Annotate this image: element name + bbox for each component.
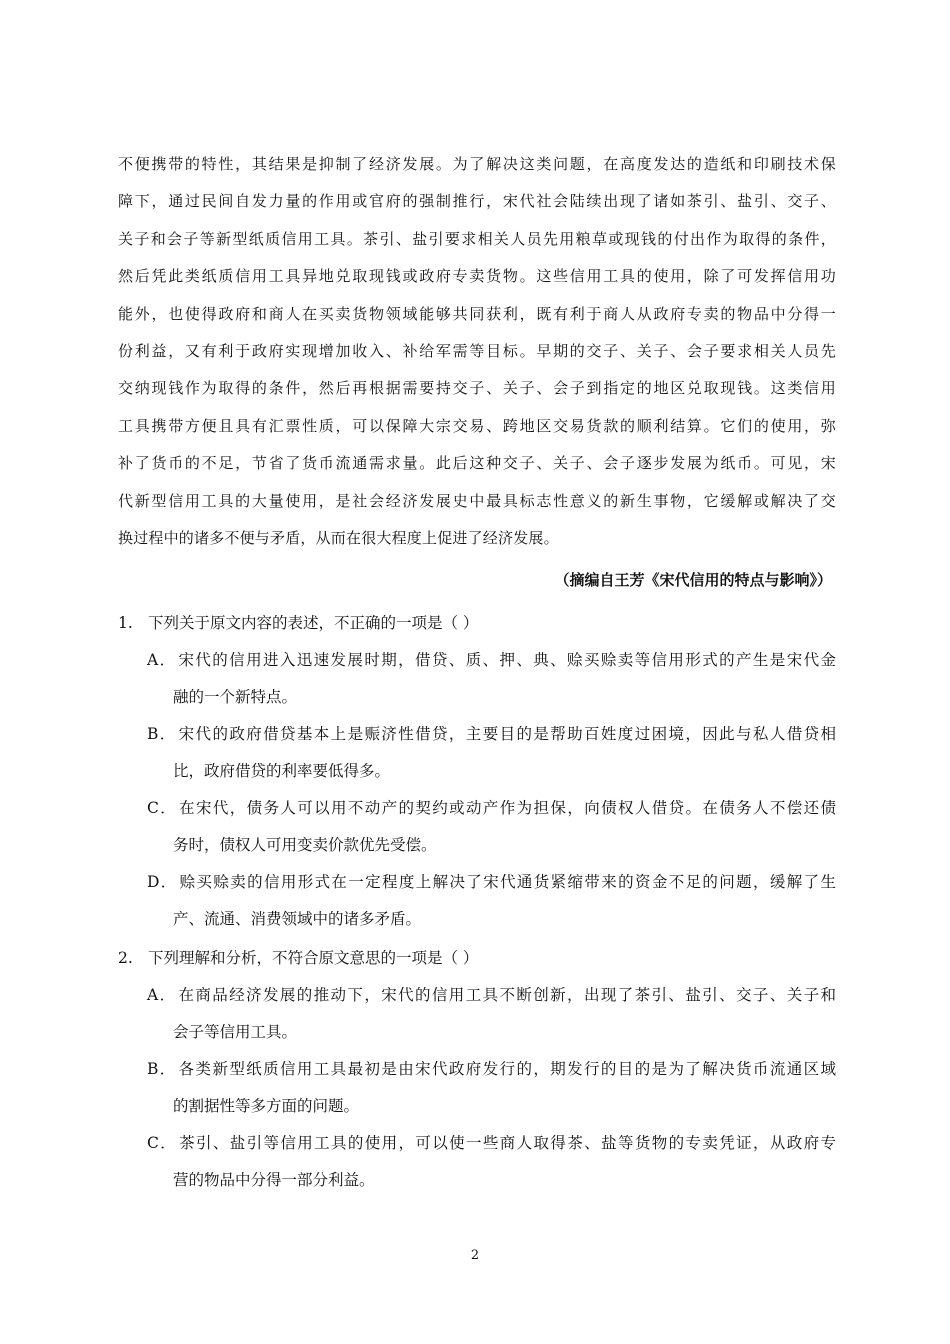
option-key: A． xyxy=(147,986,177,1004)
option-text-cont: 的割据性等多方面的问题。 xyxy=(173,1097,360,1115)
option-c xyxy=(147,790,836,864)
option-text-cont: 会子等信用工具。 xyxy=(173,1023,298,1041)
passage-line: 换过程中的诸多不便与矛盾，从而在很大程度上促进了经济发展。 xyxy=(118,528,559,547)
passage-line: 份利益，又有利于政府实现增加收入、补给军需等目标。早期的交子、关子、会子要求相关人员先 xyxy=(118,341,836,360)
option-text: 茶引、盐引等信用工具的使用，可以使一些商人取得茶、盐等货物的专卖凭证，从政府专 xyxy=(179,1134,836,1152)
passage-line: 然后凭此类纸质信用工具异地兑取现钱或政府专卖货物。这些信用工具的使用，除了可发挥信用功 xyxy=(118,267,836,286)
option-b xyxy=(147,1051,836,1125)
question-text: 下列理解和分析，不符合原文意思的一项是（ ） xyxy=(148,949,479,967)
option-text-cont: 比，政府借贷的利率要低得多。 xyxy=(173,762,391,780)
option-text: 宋代的信用进入迅速发展时期，借贷、质、押、典、赊买赊卖等信用形式的产生是宋代金 xyxy=(178,651,836,669)
option-key: C． xyxy=(147,1134,178,1152)
option-c xyxy=(147,1125,836,1199)
option-d xyxy=(147,864,836,938)
option-text-cont: 务时，债权人可用变卖价款优先受偿。 xyxy=(173,836,437,854)
passage-line: 障下，通过民间自发力量的作用或官府的强制推行，宋代社会陆续出现了诸如茶引、盐引、交子、 xyxy=(118,192,836,211)
option-key: B． xyxy=(147,725,177,743)
option-text: 赊买赊卖的信用形式在一定程度上解决了宋代通货紧缩带来的资金不足的问题，缓解了生 xyxy=(179,873,836,891)
option-key: A． xyxy=(147,651,177,669)
passage-line: 补了货币的不足，节省了货币流通需求量。此后这种交子、关子、会子逐步发展为纸币。可见，宋 xyxy=(118,454,836,473)
option-text-cont: 营的物品中分得一部分利益。 xyxy=(173,1171,375,1189)
question-stem xyxy=(118,605,836,642)
question-number: 2. xyxy=(118,949,133,967)
passage-line: 工具携带方便且具有汇票性质，可以保障大宗交易、跨地区交易货款的顺利结算。它们的使用，弥 xyxy=(118,416,836,435)
option-key: C． xyxy=(147,799,178,817)
question-number: 1. xyxy=(118,614,133,632)
option-key: D． xyxy=(147,873,178,891)
option-text: 宋代的政府借贷基本上是赈济性借贷，主要目的是帮助百姓度过困境，因此与私人借贷相 xyxy=(178,725,836,743)
passage-line: 交纳现钱作为取得的条件，然后再根据需要持交子、关子、会子到指定的地区兑取现钱。这类信用 xyxy=(118,379,836,398)
option-a xyxy=(147,642,836,716)
page-number: 2 xyxy=(470,1248,480,1263)
question-text: 下列关于原文内容的表述，不正确的一项是（ ） xyxy=(148,614,479,632)
option-a xyxy=(147,977,836,1051)
option-b xyxy=(147,716,836,790)
option-text-cont: 产、流通、消费领域中的诸多矛盾。 xyxy=(173,910,422,928)
reading-passage xyxy=(118,146,836,557)
option-text: 各类新型纸质信用工具最初是由宋代政府发行的，期发行的目的是为了解决货币流通区域 xyxy=(178,1060,836,1078)
option-text-cont: 融的一个新特点。 xyxy=(173,688,298,706)
passage-line: 代新型信用工具的大量使用，是社会经济发展史中最具标志性意义的新生事物，它缓解或解决了交 xyxy=(118,491,836,510)
passage-line: 关子和会子等新型纸质信用工具。茶引、盐引要求相关人员先用粮草或现钱的付出作为取得的条件， xyxy=(118,229,836,248)
option-text: 在商品经济发展的推动下，宋代的信用工具不断创新，出现了茶引、盐引、交子、关子和 xyxy=(178,986,836,1004)
source-citation: （摘编自王芳《宋代信用的特点与影响》） xyxy=(554,571,832,589)
passage-line: 不便携带的特性，其结果是抑制了经济发展。为了解决这类问题，在高度发达的造纸和印刷技术保 xyxy=(118,155,836,173)
passage-line: 能外，也使得政府和商人在买卖货物领域能够共同获利，既有利于商人从政府专卖的物品中分得一 xyxy=(118,304,836,323)
question-2 xyxy=(118,940,836,1199)
option-text: 在宋代，债务人可以用不动产的契约或动产作为担保，向债权人借贷。在债务人不偿还债 xyxy=(179,799,836,817)
question-1 xyxy=(118,605,836,938)
question-stem xyxy=(118,940,836,977)
option-key: B． xyxy=(147,1060,177,1078)
